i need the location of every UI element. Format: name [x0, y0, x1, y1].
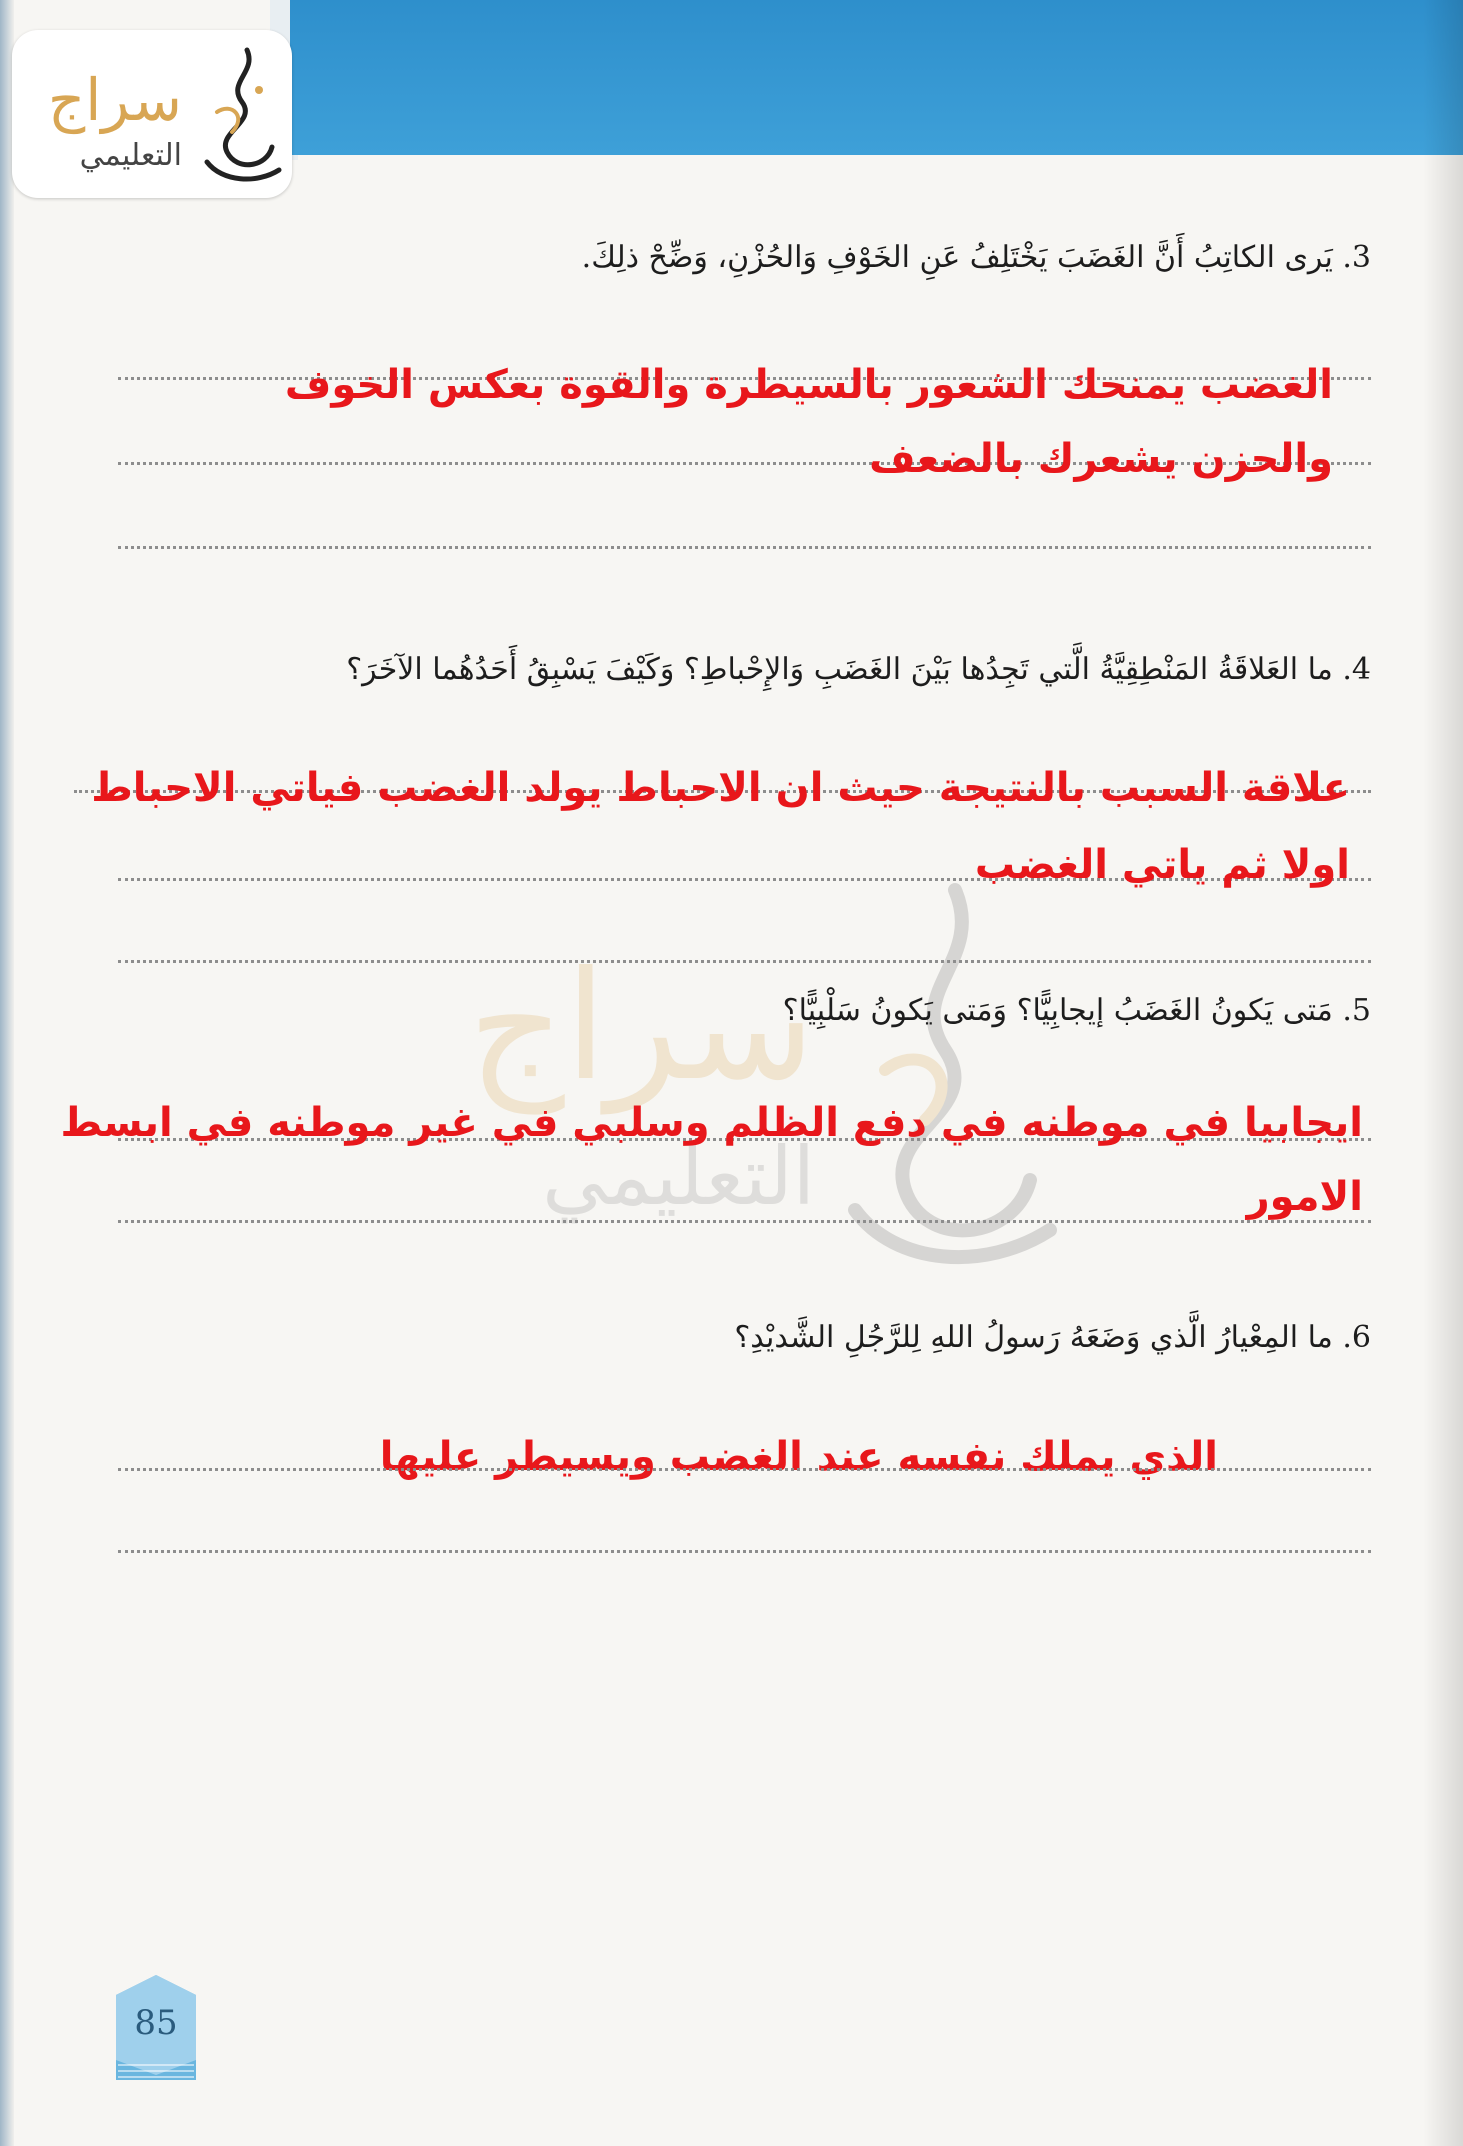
answer-6-line-1: الذي يملك نفسه عند الغضب ويسيطر عليها [379, 1434, 1218, 1480]
page-number-badge [96, 1975, 216, 2080]
logo-word: سراج [47, 66, 182, 134]
watermark-word: سراج [468, 940, 815, 1114]
page-left-edge [0, 0, 14, 2146]
question-6: 6. ما المِعْيارُ الَّذي وَضَعَهُ رَسولُ اللهِ لِلرَّجُلِ الشَّديْدِ؟ [734, 1320, 1371, 1355]
question-3: 3. يَرى الكاتِبُ أَنَّ الغَضَبَ يَخْتَلِفُ عَنِ الخَوْفِ وَالحُزْنِ، وَضِّحْ ذلِكَ. [581, 240, 1371, 275]
question-5: 5. مَتى يَكونُ الغَضَبُ إيجابِيًّا؟ وَمَتى يَكونُ سَلْبِيًّا؟ [782, 993, 1371, 1028]
page-number: 85 [134, 2003, 178, 2043]
answer-4-line-2: اولا ثم ياتي الغضب [974, 842, 1350, 888]
answer-4-line-1: علاقة السبب بالنتيجة حيث ان الاحباط يولد الغضب فياتي الاحباط [91, 765, 1350, 811]
answer-line [118, 960, 1371, 963]
answer-5-line-2: الامور [1246, 1174, 1363, 1220]
answer-5-line-1: ايجابيا في موطنه في دفع الظلم وسلبي في غير موطنه في ابسط [60, 1100, 1363, 1146]
answer-3-line-2: والحزن يشعرك بالضعف [869, 436, 1333, 482]
question-4: 4. ما العَلاقَةُ المَنْطِقِيَّةُ الَّتي تَجِدُها بَيْنَ الغَضَبِ وَالإِحْباطِ؟ وَكَيْفَ يَسْبِقُ أَحَدُهُما الآخَرَ؟ [346, 652, 1371, 687]
logo-card [12, 30, 292, 198]
answer-line [118, 1220, 1371, 1223]
logo-subtitle: التعليمي [79, 138, 182, 173]
answer-line [118, 1468, 1371, 1471]
header-band [290, 0, 1463, 155]
calligraphy-logo-icon [187, 42, 287, 192]
answer-3-line-1: الغضب يمنحك الشعور بالسيطرة والقوة بعكس الخوف [284, 362, 1333, 408]
answer-line [118, 1550, 1371, 1553]
watermark-subtitle: التعليمي [542, 1130, 815, 1223]
spine-shadow [1423, 0, 1463, 2146]
answer-line [118, 546, 1371, 549]
